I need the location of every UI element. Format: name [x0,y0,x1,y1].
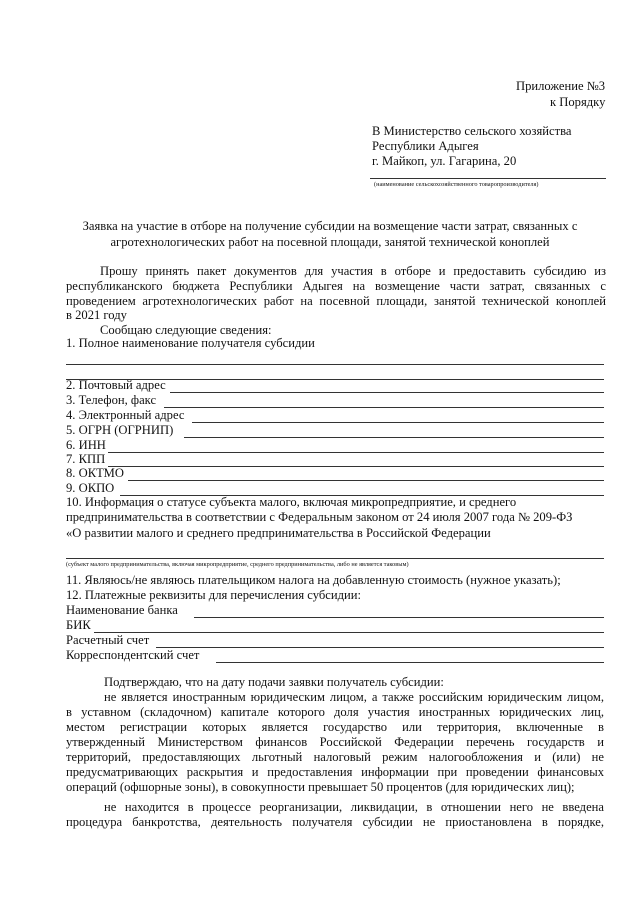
appendix-number: Приложение №3 [516,79,606,93]
applicant-caption: (наименование сельскохозяйственного товаропроизводителя) [374,181,539,188]
field-4-line[interactable] [192,422,604,423]
field-2-line[interactable] [170,392,604,393]
confirm-p1-line-7: операций (офшорные зоны), в совокупности превышает 50 процентов (для юридических лиц); [66,780,575,794]
field-7-line[interactable] [108,466,604,467]
confirm-p2-line-2: процедура банкротства, деятельность получателя субсидии не приостановлена в порядке, [66,815,604,829]
field-5-label: 5. ОГРН (ОГРНИП) [66,423,174,437]
field-12-label: 12. Платежные реквизиты для перечисления субсидии: [66,588,361,602]
confirm-p1-line-5: территорий, предоставляющих льготный налоговый режим налогообложения и (или) не [66,750,604,764]
field-10-line-1: 10. Информация о статусе субъекта малого, включая микропредприятие, и среднего [66,495,517,509]
intro-line-3: проведением агротехнологических работ на посевной площади, занятой технической коноплей [66,294,606,308]
bank-name-label: Наименование банка [66,603,178,617]
addressee-line-2: Республики Адыгея [372,139,479,153]
appendix-reference: к Порядку [550,95,606,109]
field-10-status-line[interactable] [66,558,604,559]
field-4-label: 4. Электронный адрес [66,408,185,422]
field-3-label: 3. Телефон, факс [66,393,157,407]
confirm-intro: Подтверждаю, что на дату подачи заявки получатель субсидии: [104,675,444,689]
field-10-line-3: «О развитии малого и среднего предпринимательства в Российской Федерации [66,526,491,540]
corr-account-line[interactable] [216,662,604,663]
corr-account-label: Корреспондентский счет [66,648,200,662]
field-8-label: 8. ОКТМО [66,466,124,480]
bank-name-line[interactable] [194,617,604,618]
field-10-caption: (субъект малого предпринимательства, включая микропредприятие, среднего предпринимательства, либо не является таковым) [66,561,409,568]
account-line[interactable] [156,647,604,648]
field-3-line[interactable] [164,407,604,408]
field-1-label: 1. Полное наименование получателя субсидии [66,336,315,350]
confirm-p1-line-6: предусматривающих раскрытия и предоставления информации при проведении финансовых [66,765,604,779]
field-10-line-2: предпринимательства в соответствии с Федеральным законом от 24 июля 2007 года № 209-ФЗ [66,510,573,524]
bik-line[interactable] [94,632,604,633]
field-7-label: 7. КПП [66,452,106,466]
confirm-p1-line-3: местом регистрации которых является государство или территория, включенные в [66,720,604,734]
intro-line-4: в 2021 году [66,308,127,322]
confirm-p1-line-1: не является иностранным юридическим лицом, а также российским юридическим лицом, [104,690,604,704]
intro-line-2: республиканского бюджета Республики Адыгея на возмещение части затрат, связанных с [66,279,606,293]
addressee-line-3: г. Майкоп, ул. Гагарина, 20 [372,154,517,168]
applicant-name-line [370,178,606,179]
confirm-p1-line-4: утвержденный Министерством финансов Российской Федерации перечень государств и [66,735,604,749]
field-11-label: 11. Являюсь/не являюсь плательщиком налога на добавленную стоимость (нужное указать); [66,573,561,587]
title-line-1: Заявка на участие в отборе на получение субсидии на возмещение части затрат, связанных с [82,219,578,233]
field-8-line[interactable] [128,480,604,481]
inform-line: Сообщаю следующие сведения: [100,323,272,337]
bik-label: БИК [66,618,91,632]
field-1-line-a [66,364,604,365]
field-2-label: 2. Почтовый адрес [66,378,166,392]
confirm-p2-line-1: не находится в процессе реорганизации, ликвидации, в отношении него не введена [104,800,604,814]
field-9-label: 9. ОКПО [66,481,115,495]
confirm-p1-line-2: в уставном (складочном) капитале которого доля участия иностранных юридических лиц, [66,705,604,719]
field-6-line[interactable] [108,452,604,453]
account-label: Расчетный счет [66,633,150,647]
field-6-label: 6. ИНН [66,438,106,452]
addressee-line-1: В Министерство сельского хозяйства [372,124,572,138]
intro-line-1: Прошу принять пакет документов для участия в отборе и предоставить субсидию из [100,264,606,278]
title-line-2: агротехнологических работ на посевной площади, занятой технической коноплей [110,235,550,249]
field-5-line[interactable] [184,437,604,438]
